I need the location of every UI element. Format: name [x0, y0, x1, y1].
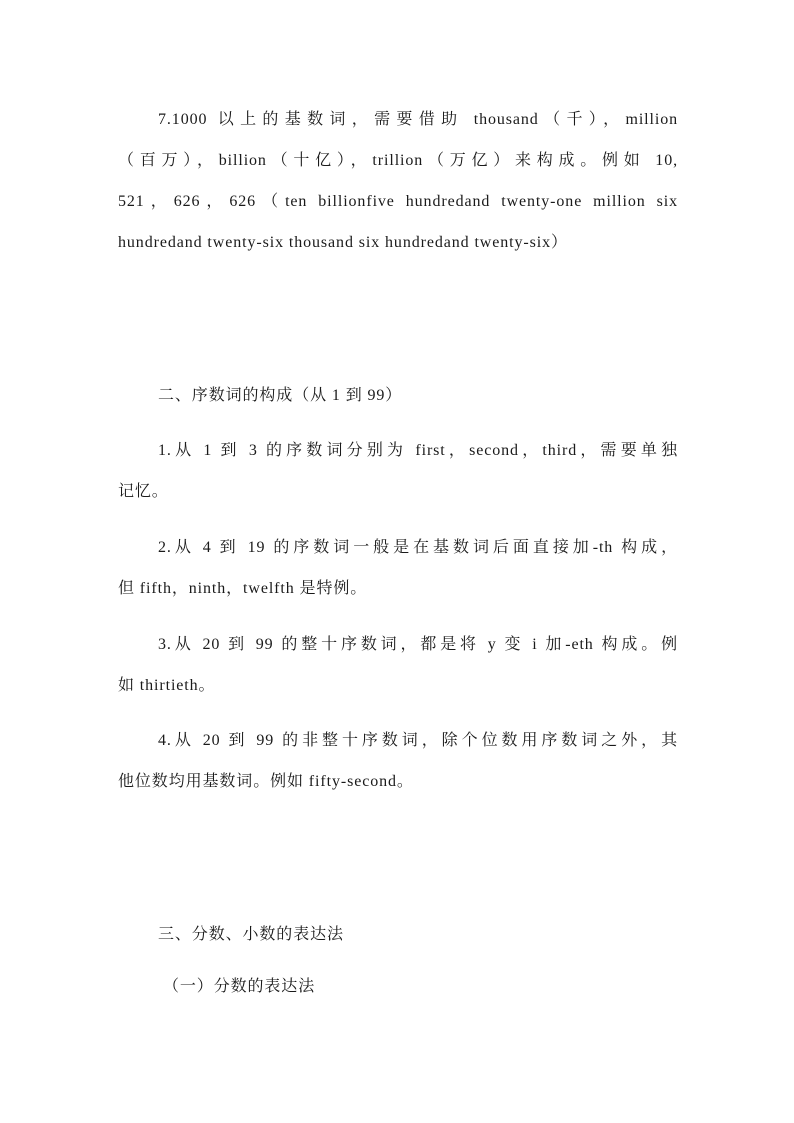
item-line: 4.从 20 到 99 的非整十序数词，除个位数用序数词之外，其 — [158, 732, 678, 749]
item-line: 如 thirtieth。 — [118, 677, 216, 694]
paragraph-cardinal-numbers — [118, 99, 678, 263]
item-line: 他位数均用基数词。例如 fifty-second。 — [118, 773, 414, 790]
list-item — [118, 624, 678, 706]
item-line: 3.从 20 到 99 的整十序数词，都是将 y 变 i 加-eth 构成。例 — [158, 636, 678, 653]
section-heading-fraction-decimal — [118, 914, 678, 955]
list-item — [118, 720, 678, 802]
paragraph-line: 521，626，626（ten billionfive hundredand twenty-one million six — [118, 193, 678, 210]
list-item — [118, 430, 678, 512]
heading-text: 二、序数词的构成（从 1 到 99） — [158, 387, 403, 404]
paragraph-line: 7.1000 以上的基数词，需要借助 thousand（千），million — [158, 111, 678, 128]
list-item — [118, 527, 678, 609]
item-line: 但 fifth，ninth，twelfth 是特例。 — [118, 580, 368, 597]
paragraph-line: （百万），billion（十亿），trillion（万亿）来构成。例如 10, — [118, 152, 678, 169]
paragraph-line: hundredand twenty-six thousand six hundredand twenty-six） — [118, 234, 568, 251]
subheading-fraction — [118, 966, 678, 1007]
subheading-text: （一）分数的表达法 — [163, 978, 316, 995]
item-line: 记忆。 — [118, 483, 169, 500]
section-heading-ordinal — [118, 375, 678, 416]
item-line: 1.从 1 到 3 的序数词分别为 first，second，third，需要单独 — [158, 442, 678, 459]
heading-text: 三、分数、小数的表达法 — [158, 926, 344, 943]
item-line: 2.从 4 到 19 的序数词一般是在基数词后面直接加-th 构成， — [158, 539, 678, 556]
